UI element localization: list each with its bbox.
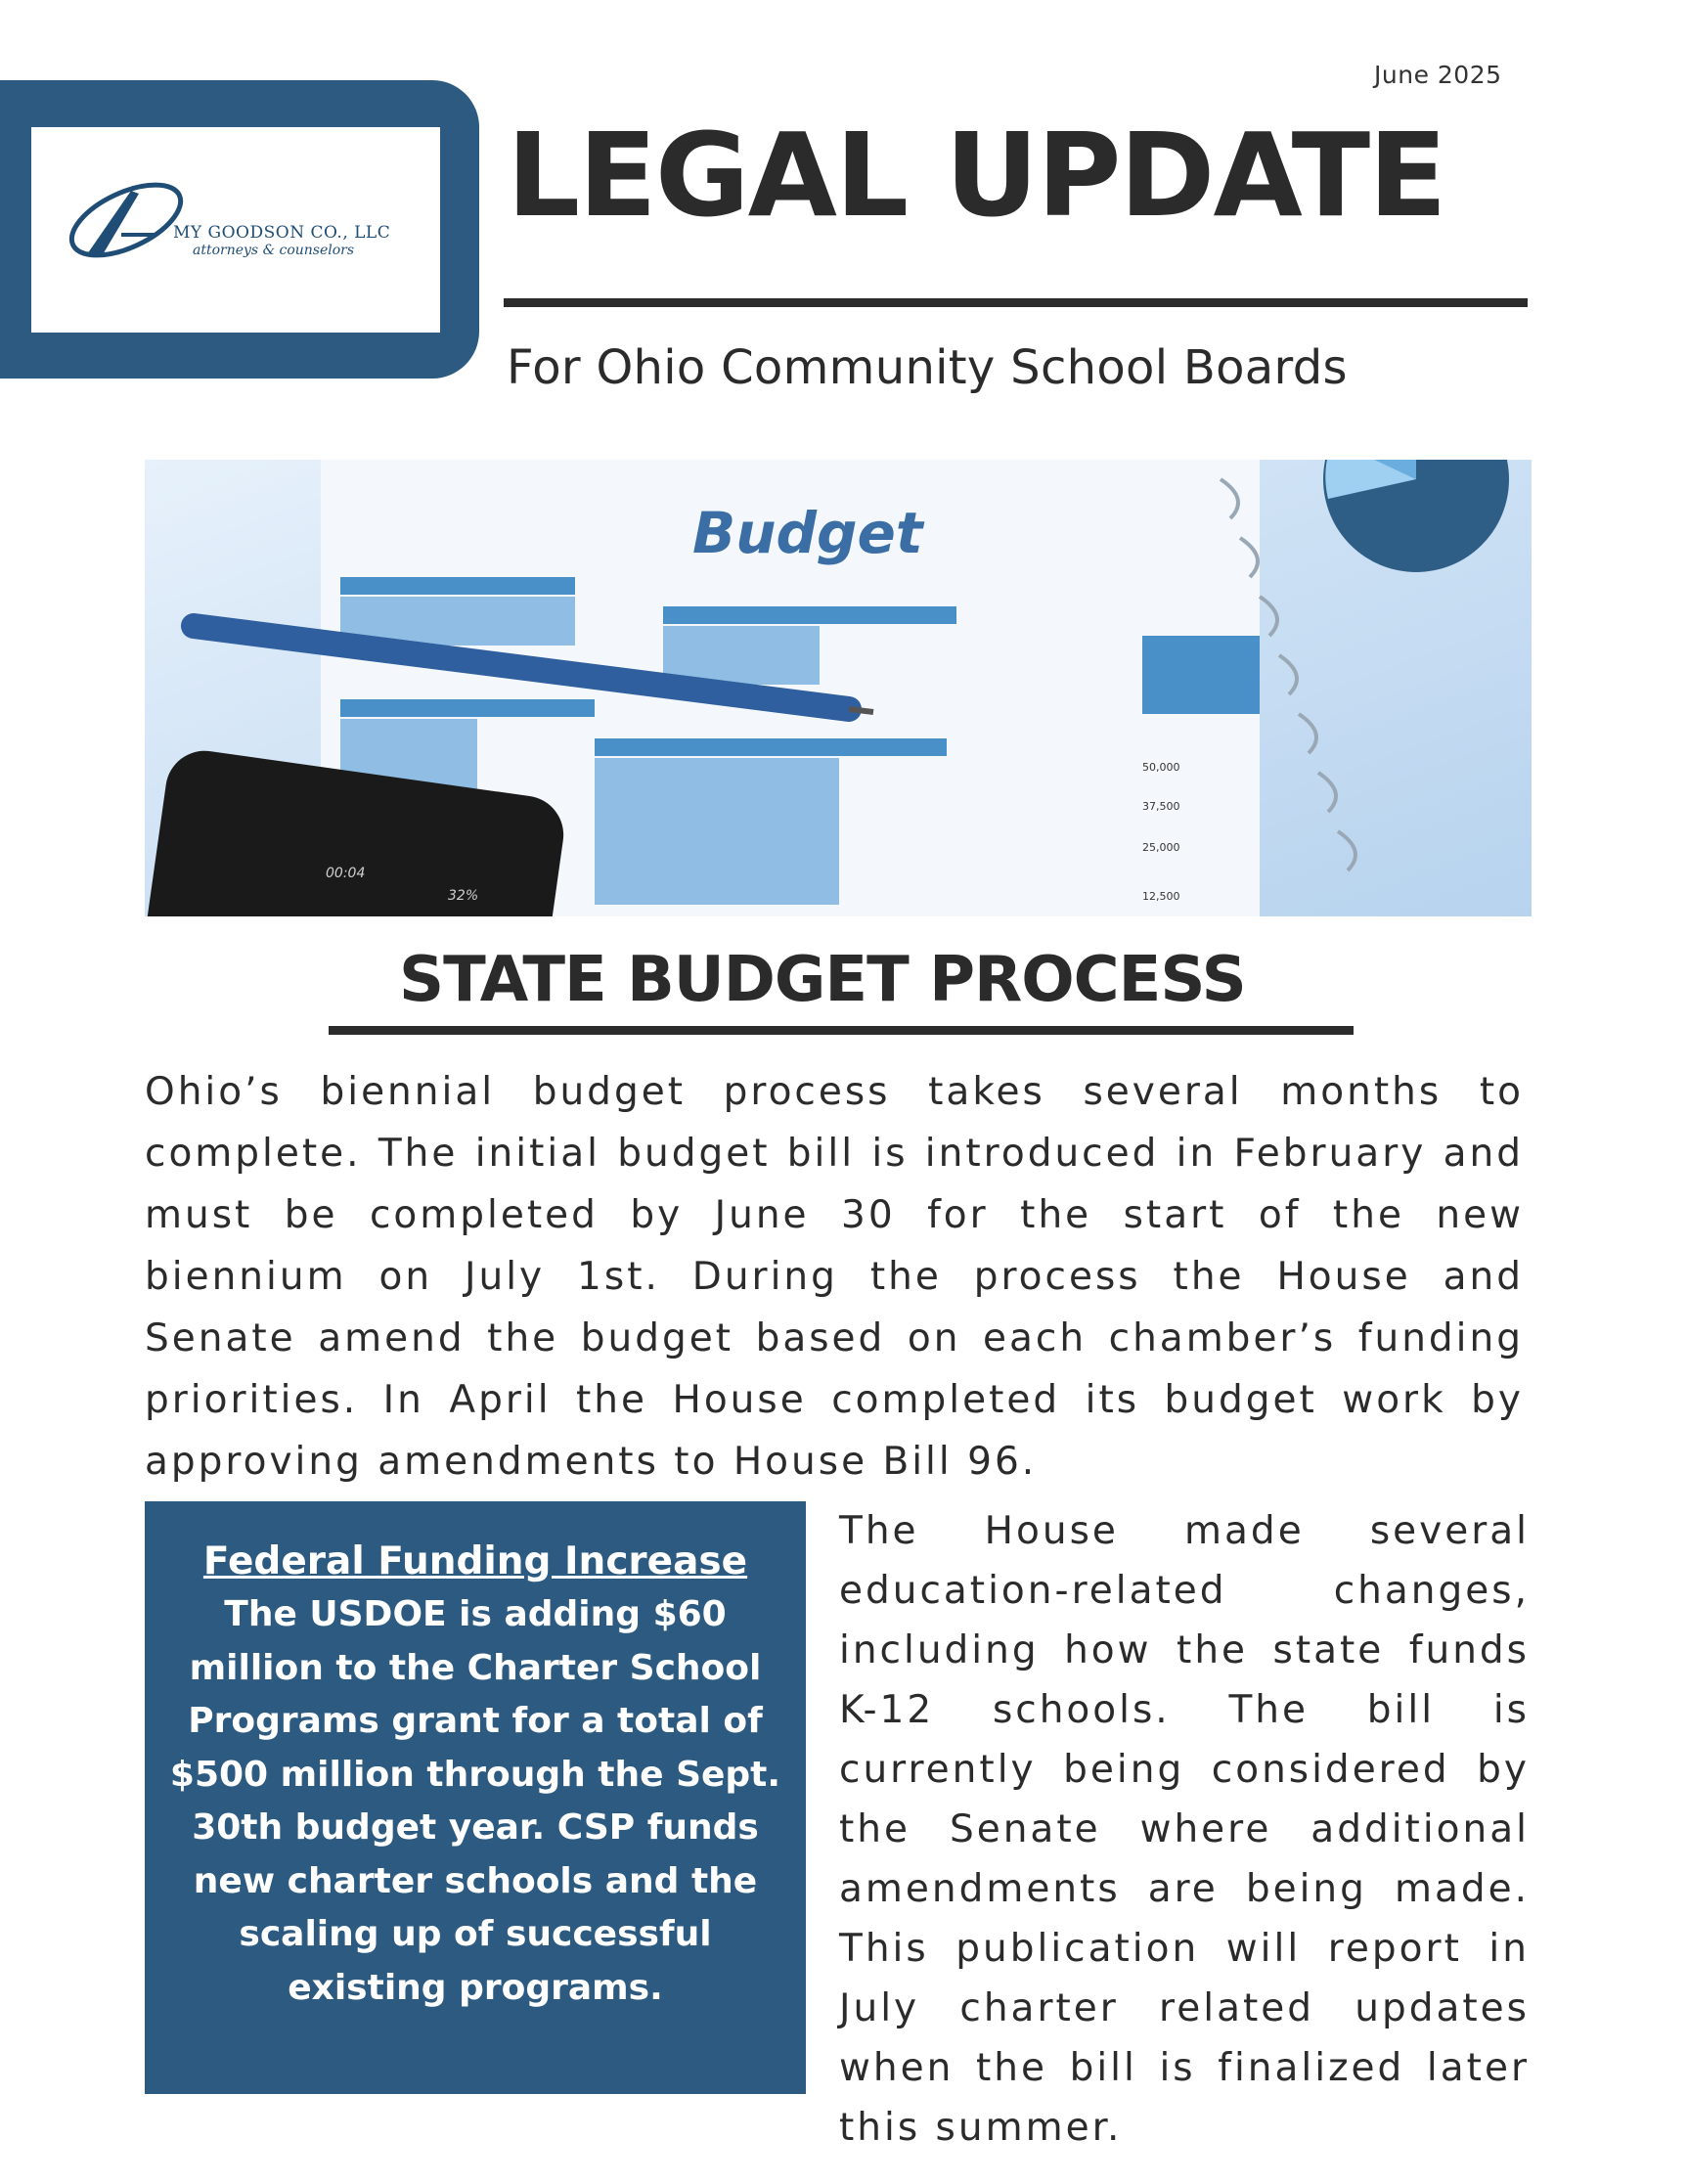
logo-tagline: attorneys & counselors xyxy=(193,243,355,258)
budget-photo xyxy=(145,460,1532,916)
newsletter-subtitle: For Ohio Community School Boards xyxy=(507,340,1348,395)
svg-text:00:04: 00:04 xyxy=(326,866,366,881)
title-divider xyxy=(504,298,1528,307)
svg-text:25,000: 25,000 xyxy=(1142,841,1180,854)
logo-firm-name: MY GOODSON CO., LLC xyxy=(173,223,391,243)
body-column: The House made several education-related changes, including how the state funds K-12 schools. The bill is currently being considered by the Senate where additional amendments are being made. This publication will report in July charter related updates when the bill is finalized later this summer. xyxy=(839,1509,1530,2150)
logo-swoosh-icon xyxy=(63,176,190,264)
callout-body: The USDOE is adding $60 million to the Charter School Programs grant for a total of $500 million through the Sept. 30th budget year. CSP funds new charter schools and the scaling up of successful existing programs. xyxy=(169,1594,781,2008)
svg-text:32%: 32% xyxy=(448,888,479,904)
intro-paragraph: Ohio’s biennial budget process takes several months to complete. The initial budget bill is introduced in February and must be completed by June 30 for the start of the new biennium on July 1st. During the process the House and Senate amend the budget based on each chamber’s funding priorities. In April the House completed its budget work by approving amendments to House Bill 96. xyxy=(145,1070,1524,1484)
section-divider xyxy=(329,1026,1354,1035)
newsletter-title: LEGAL UPDATE xyxy=(507,108,1445,243)
svg-text:12,500: 12,500 xyxy=(1142,890,1180,903)
svg-text:37,500: 37,500 xyxy=(1142,800,1180,813)
hero-heading: Budget xyxy=(692,500,923,566)
callout-box xyxy=(145,1501,806,2094)
issue-date: June 2025 xyxy=(1374,61,1502,89)
callout-heading: Federal Funding Increase xyxy=(202,1539,748,1583)
firm-logo xyxy=(31,127,440,333)
section-title: STATE BUDGET PROCESS xyxy=(399,944,1246,1016)
svg-text:50,000: 50,000 xyxy=(1142,761,1180,774)
